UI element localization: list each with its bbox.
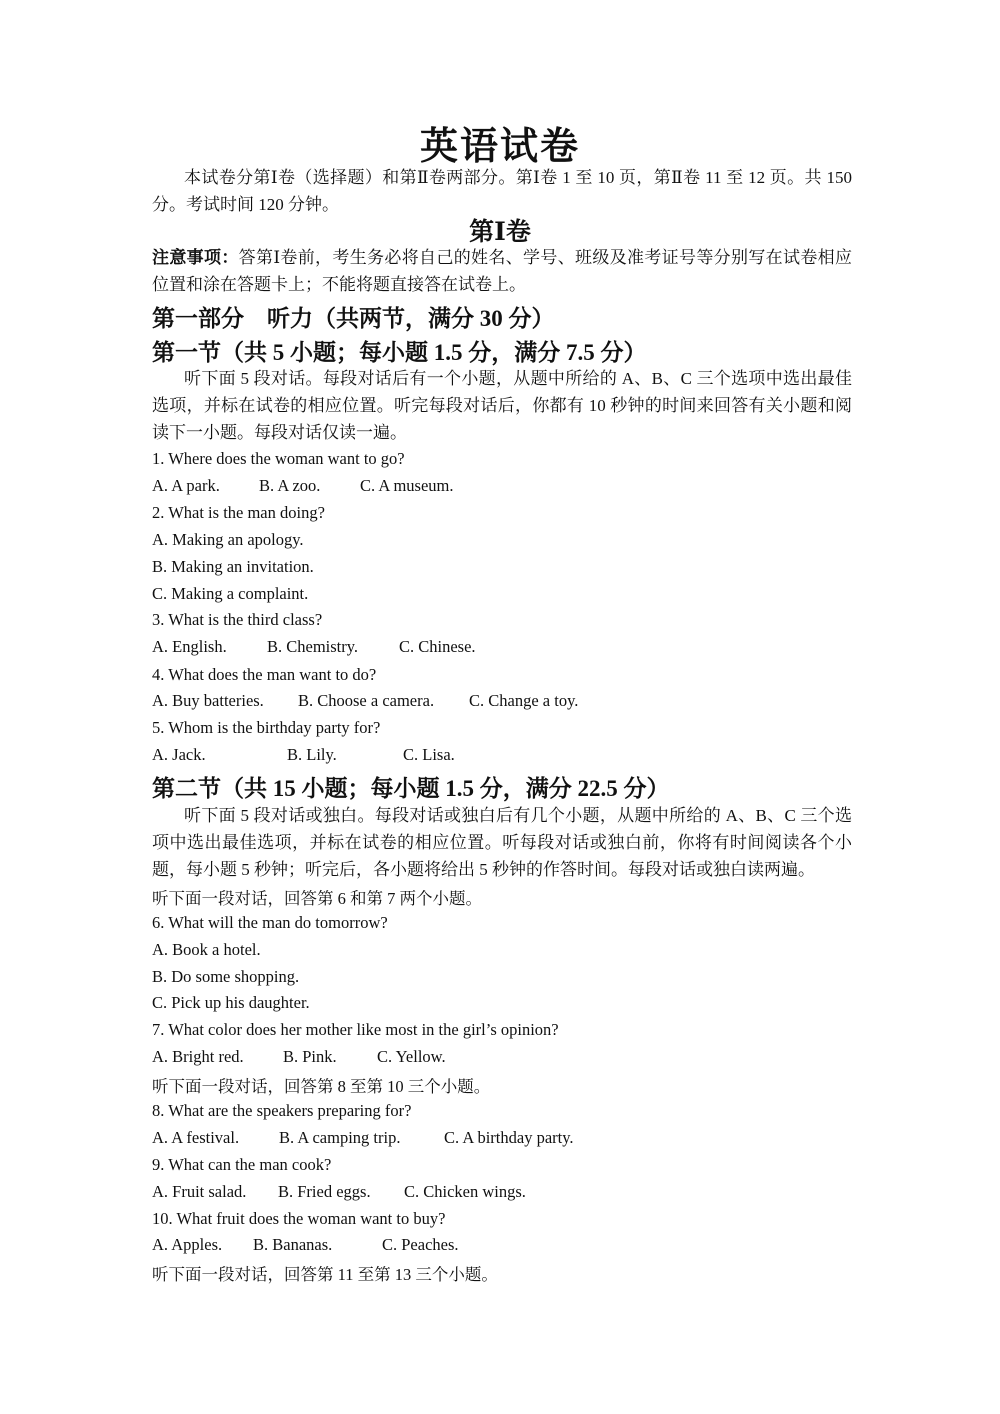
question-1-options: [152, 476, 454, 496]
dialog-intro-6: 听下面一段对话，回答第 6 和第 7 两个小题。: [152, 889, 482, 908]
part1-heading: 第一部分 听力（共两节，满分 30 分）: [152, 306, 555, 331]
question-3: 3. What is the third class?: [152, 610, 323, 629]
option-c: C. Chicken wings.: [404, 1182, 526, 1201]
section2-instructions: 听下面 5 段对话或独白。每段对话或独白后有几个小题，从题中所给的 A、B、C 三个选项中选出最佳选项，并标在试卷的相应位置。听每段对话或独白前，你将有时间阅读各个小题，每小题 5 秒钟；听完后，各小题将给出 5 秒钟的作答时间。每段对话或独白读两遍。: [152, 806, 852, 879]
option-a: A. Making an apology.: [152, 530, 304, 549]
option-b: B. Bananas.: [253, 1235, 333, 1254]
question-1: 1. Where does the woman want to go?: [152, 449, 405, 468]
option-c: C. Chinese.: [399, 637, 476, 656]
question-9-options: [152, 1182, 526, 1202]
option-c: C. Peaches.: [382, 1235, 459, 1254]
question-8-options: [152, 1128, 574, 1148]
option-c: C. Making a complaint.: [152, 584, 309, 603]
option-a: A. Apples.: [152, 1235, 223, 1254]
section1-heading: 第一节（共 5 小题；每小题 1.5 分，满分 7.5 分）: [152, 340, 647, 365]
option-c: C. A museum.: [360, 476, 454, 495]
question-2: 2. What is the man doing?: [152, 503, 325, 522]
question-4: 4. What does the man want to do?: [152, 665, 377, 684]
notice-text: 答第Ⅰ卷前，考生务必将自己的姓名、学号、班级及准考证号等分别写在试卷相应位置和涂在答题卡上；不能将题直接答在试卷上。: [152, 248, 853, 294]
section1-instructions: 听下面 5 段对话。每段对话后有一个小题，从题中所给的 A、B、C 三个选项中选出最佳选项，并标在试卷的相应位置。听完每段对话后，你都有 10 秒钟的时间来回答有关小题和阅读下一小题。每段对话仅读一遍。: [152, 369, 852, 442]
question-4-options: [152, 691, 578, 711]
question-5-options: [152, 745, 455, 765]
option-a: A. Fruit salad.: [152, 1182, 247, 1201]
question-7-options: [152, 1047, 446, 1067]
option-a: A. A festival.: [152, 1128, 240, 1147]
option-a: A. Buy batteries.: [152, 691, 264, 710]
option-c: C. Change a toy.: [469, 691, 579, 710]
option-b: B. Chemistry.: [267, 637, 359, 656]
option-a: A. Jack.: [152, 745, 206, 764]
question-3-options: [152, 637, 476, 657]
section2-heading: 第二节（共 15 小题；每小题 1.5 分，满分 22.5 分）: [152, 776, 670, 801]
option-b: B. Lily.: [287, 745, 337, 764]
question-5: 5. Whom is the birthday party for?: [152, 718, 381, 737]
option-b: B. Do some shopping.: [152, 967, 300, 986]
question-7: 7. What color does her mother like most in the girl’s opinion?: [152, 1020, 559, 1039]
question-6: 6. What will the man do tomorrow?: [152, 913, 388, 932]
option-b: B. Making an invitation.: [152, 557, 314, 576]
option-c: C. A birthday party.: [444, 1128, 574, 1147]
exam-title: 英语试卷: [419, 126, 580, 168]
option-b: B. Pink.: [283, 1047, 337, 1066]
option-c: C. Pick up his daughter.: [152, 993, 310, 1012]
volume-heading: 第Ⅰ卷: [469, 219, 531, 246]
option-a: A. Book a hotel.: [152, 940, 261, 959]
option-a: A. Bright red.: [152, 1047, 244, 1066]
option-c: C. Lisa.: [403, 745, 455, 764]
question-10-options: [152, 1235, 459, 1255]
option-a: A. A park.: [152, 476, 220, 495]
option-a: A. English.: [152, 637, 227, 656]
notice: [152, 244, 852, 298]
notice-label: 注意事项：: [152, 248, 239, 267]
exam-intro: 本试卷分第Ⅰ卷（选择题）和第Ⅱ卷两部分。第Ⅰ卷 1 至 10 页，第Ⅱ卷 11 至 12 页。共 150 分。考试时间 120 分钟。: [152, 168, 852, 214]
option-b: B. A zoo.: [259, 476, 321, 495]
question-10: 10. What fruit does the woman want to buy?: [152, 1209, 446, 1228]
option-b: B. A camping trip.: [279, 1128, 401, 1147]
dialog-intro-11: 听下面一段对话，回答第 11 至第 13 三个小题。: [152, 1265, 498, 1284]
question-8: 8. What are the speakers preparing for?: [152, 1101, 412, 1120]
option-c: C. Yellow.: [377, 1047, 446, 1066]
option-b: B. Fried eggs.: [278, 1182, 371, 1201]
question-9: 9. What can the man cook?: [152, 1155, 332, 1174]
option-b: B. Choose a camera.: [298, 691, 435, 710]
dialog-intro-8: 听下面一段对话，回答第 8 至第 10 三个小题。: [152, 1077, 491, 1096]
